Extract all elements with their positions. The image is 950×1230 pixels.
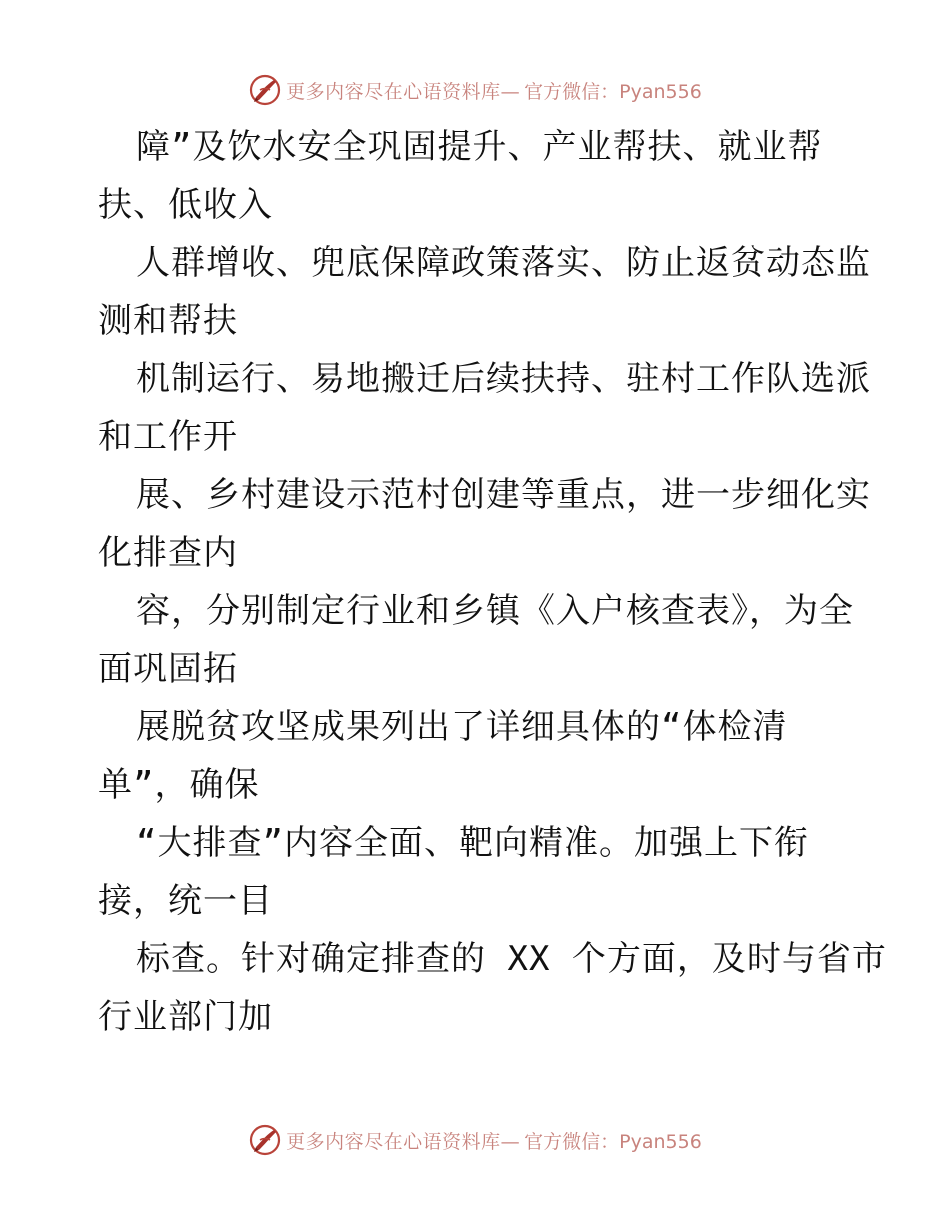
text-line: 测和帮扶 (98, 301, 238, 341)
text-line: 接，统一目 (98, 881, 273, 921)
pen-logo-icon (248, 1123, 282, 1157)
text-line: 化排查内 (98, 533, 238, 573)
text-line: 人群增收、兜底保障政策落实、防止返贫动态监 (136, 243, 871, 283)
footer-watermark (0, 1120, 950, 1160)
text-line: “大排查”内容全面、靶向精准。加强上下衔 (136, 823, 809, 863)
document-body (98, 118, 887, 1046)
text-line: 和工作开 (98, 417, 238, 457)
watermark-group (248, 73, 702, 107)
text-line: 面巩固拓 (98, 649, 238, 689)
text-line: 障”及饮水安全巩固提升、产业帮扶、就业帮 (136, 127, 823, 167)
watermark-main-text: 更多内容尽在心语资料库— (286, 80, 521, 103)
header-watermark (0, 70, 950, 110)
text-line: 标查。针对确定排查的 XX 个方面，及时与省市 (136, 939, 887, 979)
text-line: 机制运行、易地搬迁后续扶持、驻村工作队选派 (136, 359, 871, 399)
text-line: 展、乡村建设示范村创建等重点，进一步细化实 (136, 475, 871, 515)
watermark-wechat-text: 官方微信：Pyan556 (524, 1130, 702, 1153)
text-line: 单”，确保 (98, 765, 260, 805)
pen-logo-icon (248, 73, 282, 107)
text-line: 容，分别制定行业和乡镇《入户核查表》，为全 (136, 591, 854, 631)
watermark-group (248, 1123, 702, 1157)
watermark-main-text: 更多内容尽在心语资料库— (286, 1130, 521, 1153)
watermark-wechat-text: 官方微信：Pyan556 (524, 80, 702, 103)
text-line: 扶、低收入 (98, 185, 273, 225)
text-line: 展脱贫攻坚成果列出了详细具体的“体检清 (136, 707, 788, 747)
text-line: 行业部门加 (98, 997, 273, 1037)
